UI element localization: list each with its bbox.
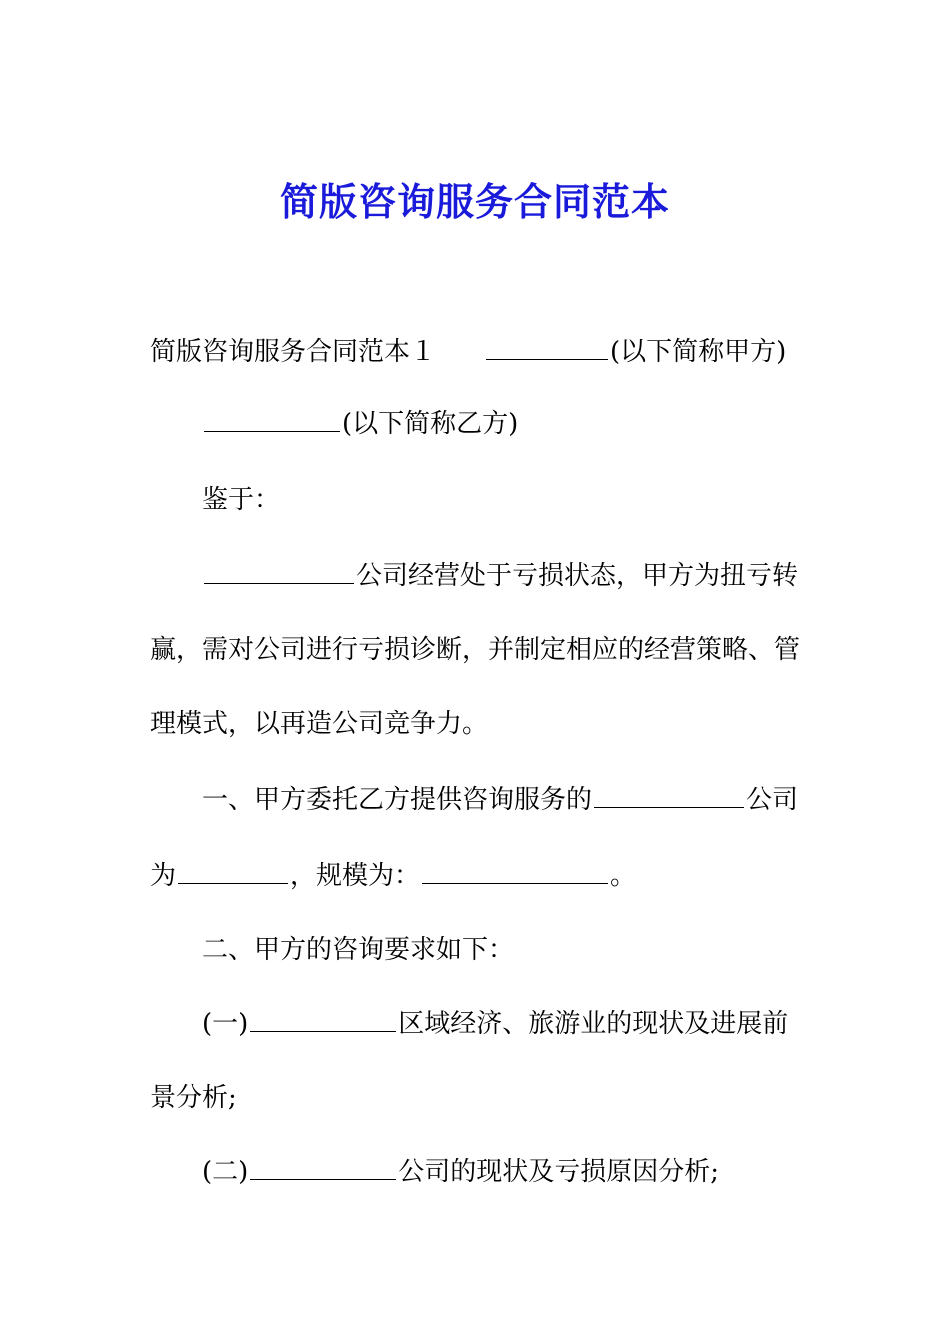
item-one-text: 区域经济、旅游业的现状及进展前 xyxy=(398,1009,789,1039)
clause-one-cont xyxy=(150,856,636,896)
item-two-number: (二) xyxy=(202,1157,249,1187)
paragraph-line: 理模式，以再造公司竞争力。 xyxy=(150,709,489,739)
period: 。 xyxy=(610,861,637,891)
item-one-number: (一) xyxy=(202,1009,249,1039)
party-b-blank xyxy=(204,405,340,432)
document-title: 简版咨询服务合同范本 xyxy=(279,179,670,224)
item-one-line xyxy=(202,1004,788,1044)
clause-two-heading: 二、甲方的咨询要求如下： xyxy=(202,935,515,965)
paragraph-text: 公司经营处于亏损状态，甲方为扭亏转 xyxy=(356,561,799,591)
item-one-cont: 景分析; xyxy=(150,1083,237,1113)
clause-one-cont-head: 为 xyxy=(150,861,177,891)
item-two-text: 公司的现状及亏损原因分析; xyxy=(398,1157,720,1187)
scale-blank xyxy=(422,857,608,884)
party-a-label: (以下简称甲方) xyxy=(610,337,787,367)
industry-blank xyxy=(178,857,288,884)
party-b-label: (以下简称乙方) xyxy=(342,409,519,439)
paragraph-line xyxy=(202,556,798,596)
item-two-line xyxy=(202,1152,719,1192)
region-blank xyxy=(250,1005,396,1032)
client-company-blank xyxy=(594,781,744,808)
contract-heading: 简版咨询服务合同范本１ xyxy=(150,337,437,367)
party-b-line xyxy=(202,404,518,444)
paragraph-line: 赢，需对公司进行亏损诊断，并制定相应的经营策略、管 xyxy=(150,635,801,665)
clause-one-tail: 公司 xyxy=(746,785,799,815)
company-blank xyxy=(204,557,354,584)
company-name-blank xyxy=(250,1153,396,1180)
clause-one-text: 一、甲方委托乙方提供咨询服务的 xyxy=(202,785,593,815)
party-a-line xyxy=(150,332,786,372)
whereas-label: 鉴于： xyxy=(202,485,281,515)
clause-one-line xyxy=(202,780,798,820)
scale-label: ，规模为： xyxy=(290,861,421,891)
party-a-blank xyxy=(486,333,608,360)
